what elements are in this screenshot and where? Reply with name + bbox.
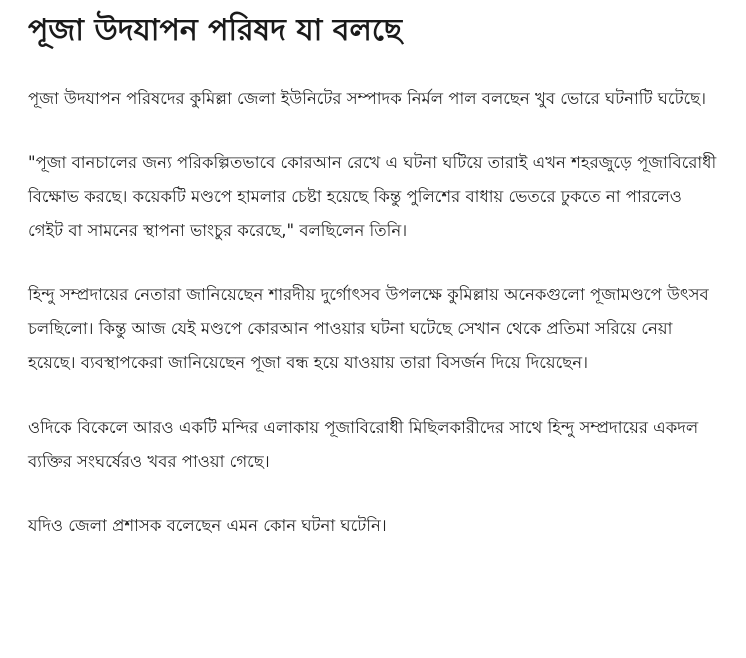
paragraph-3: হিন্দু সম্প্রদায়ের নেতারা জানিয়েছেন শারদীয় দুর্গোৎসব উপলক্ষে কুমিল্লায় অনেকগুলো পূজামণ্ডপে উৎসব চলছিলো। কিন্তু আজ যেই মণ্ডপে কোরআন পাওয়ার ঘটনা ঘটেছে সেখান থেকে প্রতিমা সরিয়ে নেয়া হয়েছে। ব্যবস্থাপকেরা জানিয়েছেন পূজা বন্ধ হয়ে যাওয়ায় তারা বিসর্জন দিয়ে দিয়েছেন। xyxy=(28,285,709,372)
paragraph-2: "পূজা বানচালের জন্য পরিকল্পিতভাবে কোরআন রেখে এ ঘটনা ঘটিয়ে তারাই এখন শহরজুড়ে পূজাবিরোধী বিক্ষোভ করছে। কয়েকটি মণ্ডপে হামলার চেষ্টা হয়েছে কিন্তু পুলিশের বাধায় ভেতরে ঢুকতে না পারলেও গেইট বা সামনের স্থাপনা ভাংচুর করেছে," বলছিলেন তিনি। xyxy=(28,153,717,240)
paragraph-1: পূজা উদযাপন পরিষদের কুমিল্লা জেলা ইউনিটের সম্পাদক নির্মল পাল বলছেন খুব ভোরে ঘটনাটি ঘটেছে। xyxy=(28,89,707,108)
paragraph-4: ওদিকে বিকেলে আরও একটি মন্দির এলাকায় পূজাবিরোধী মিছিলকারীদের সাথে হিন্দু সম্প্রদায়ের একদল ব্যক্তির সংঘর্ষেরও খবর পাওয়া গেছে। xyxy=(28,418,699,471)
section-heading: পূজা উদযাপন পরিষদ যা বলছে xyxy=(28,13,403,48)
paragraph-5: যদিও জেলা প্রশাসক বলেছেন এমন কোন ঘটনা ঘটেনি। xyxy=(28,516,387,535)
